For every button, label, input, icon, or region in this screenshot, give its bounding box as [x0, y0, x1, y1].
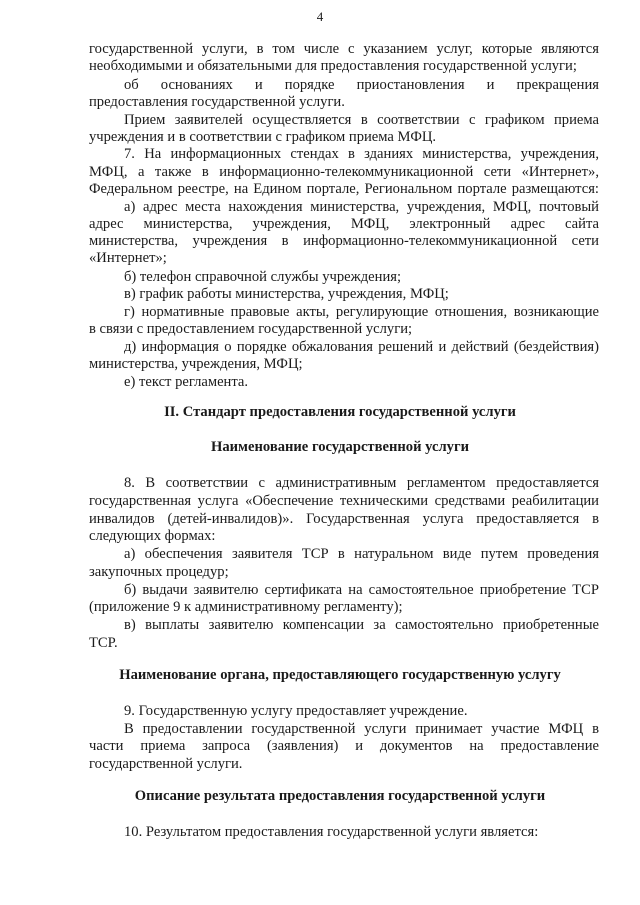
text-line: предоставления государственной услуги.	[89, 94, 345, 110]
text-line: государственной услуги, в том числе с указанием услуг, которые являются	[89, 41, 599, 57]
text-line: в связи с предоставлением государственной услуги;	[89, 321, 413, 337]
text-line: государственной услуги.	[89, 756, 243, 772]
text-line: необходимыми и обязательными для предоставления государственной услуги;	[89, 58, 577, 74]
text-line: а) адрес места нахождения министерства, учреждения, МФЦ, почтовый	[124, 199, 599, 215]
text-line: д) информация о порядке обжалования решений и действий (бездействия)	[124, 339, 599, 355]
text-line: адрес министерства, учреждения, МФЦ, электронный адрес сайта	[89, 216, 599, 232]
text-line: В предоставлении государственной услуги принимает участие МФЦ в	[124, 721, 599, 737]
text-line: инвалидов (детей-инвалидов)». Государственная услуга предоставляется в	[89, 511, 599, 527]
text-line: МФЦ, а также в информационно-телекоммуникационной сети «Интернет»,	[89, 164, 599, 180]
text-line: (приложение 9 к административному регламенту);	[89, 599, 403, 615]
text-line: г) нормативные правовые акты, регулирующие отношения, возникающие	[124, 304, 599, 320]
text-line: е) текст регламента.	[124, 374, 249, 390]
text-line: 8. В соответствии с административным регламентом предоставляется	[124, 475, 599, 491]
text-line: части приема запроса (заявления) и документов на предоставление	[89, 738, 599, 754]
text-line: закупочных процедур;	[89, 564, 229, 580]
text-line: учреждения и в соответствии с графиком приема МФЦ.	[89, 129, 437, 145]
text-line: об основаниях и порядке приостановления и прекращения	[124, 77, 599, 93]
text-line: б) выдачи заявителю сертификата на самостоятельное приобретение ТСР	[124, 582, 599, 598]
subsection-heading: Описание результата предоставления государственной услуги	[134, 788, 546, 804]
section-heading: II. Стандарт предоставления государственной услуги	[164, 404, 516, 420]
text-line: б) телефон справочной службы учреждения;	[124, 269, 402, 285]
text-line: министерства, учреждения в информационно-телекоммуникационной сети	[89, 233, 599, 249]
text-line: «Интернет»;	[89, 250, 167, 266]
text-line: государственная услуга «Обеспечение техническими средствами реабилитации	[89, 493, 599, 509]
text-line: 7. На информационных стендах в зданиях министерства, учреждения,	[124, 146, 599, 162]
text-line: ТСР.	[89, 635, 118, 651]
page-number: 4	[316, 9, 324, 24]
subsection-heading: Наименование органа, предоставляющего государственную услугу	[119, 667, 561, 683]
subsection-heading: Наименование государственной услуги	[211, 439, 469, 455]
text-line: следующих формах:	[89, 528, 216, 544]
text-line: Федеральном реестре, на Едином портале, Региональном портале размещаются:	[89, 181, 599, 197]
text-line: 9. Государственную услугу предоставляет учреждение.	[124, 703, 468, 719]
text-line: министерства, учреждения, МФЦ;	[89, 356, 303, 372]
text-line: Прием заявителей осуществляется в соответствии с графиком приема	[124, 112, 599, 128]
text-line: в) график работы министерства, учреждения, МФЦ;	[124, 286, 449, 302]
text-line: в) выплаты заявителю компенсации за самостоятельно приобретенные	[124, 617, 599, 633]
text-line: а) обеспечения заявителя ТСР в натуральном виде путем проведения	[124, 546, 599, 562]
text-line: 10. Результатом предоставления государственной услуги является:	[124, 824, 539, 840]
